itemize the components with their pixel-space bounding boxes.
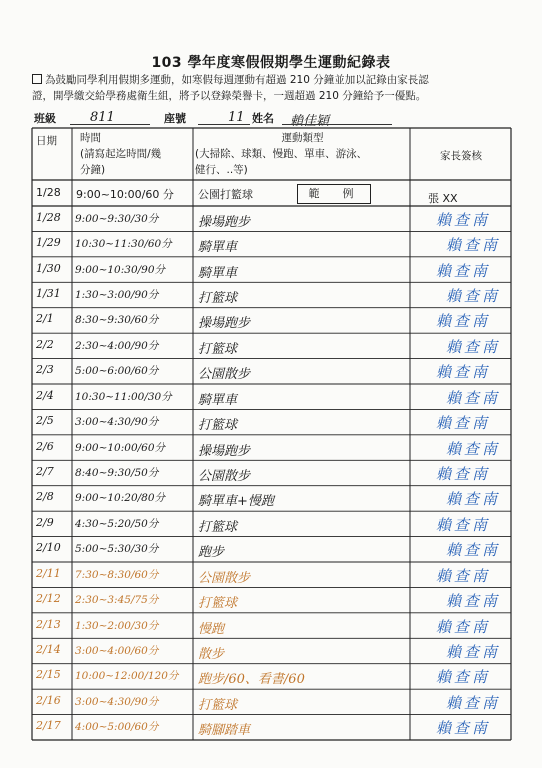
header-activity-line-1: 運動類型 [281,132,324,144]
row-time: 9:00~9:30/30分 [75,212,159,225]
row-time: 9:00~10:20/80分 [75,492,166,505]
row-date: 2/5 [36,414,54,428]
row-parent-signature: 賴查南 [446,236,501,255]
row-time: 5:00~6:00/60分 [75,365,159,378]
row-date: 2/17 [36,719,61,733]
row-activity: 操場跑步 [198,443,251,459]
row-time: 2:30~4:00/90分 [75,339,159,352]
header-activity [195,130,410,178]
row-activity: 操場跑步 [198,316,251,332]
row-date: 2/15 [36,668,61,682]
row-parent-signature: 賴查南 [436,668,491,687]
row-activity: 打籃球 [198,291,238,306]
seat-value: 11 [228,110,245,125]
example-time: 9:00~10:00/60 分 [76,188,174,201]
row-parent-signature: 賴查南 [436,210,491,229]
header-time-line-1: 時間 [80,132,101,144]
row-activity: 騎單車 [198,240,238,256]
row-parent-signature: 賴查南 [446,592,501,611]
row-time: 8:40~9:30/50分 [75,467,159,479]
intro-line-1: 為鼓勵同學利用假期多運動，如寒假每週運動有超過 210 分鐘並加以記錄由家長認 [45,74,429,86]
row-time: 10:30~11:00/30分 [75,390,172,403]
header-activity-line-3: 健行、..等) [195,164,248,176]
example-date: 1/28 [36,186,61,199]
row-date: 2/7 [36,465,54,478]
row-parent-signature: 賴查南 [436,414,491,433]
row-time: 1:30~2:00/30分 [75,619,159,632]
row-time: 3:00~4:30/90分 [75,695,159,708]
row-activity: 跑步 [198,545,225,561]
row-date: 2/2 [36,337,54,351]
row-parent-signature: 賴查南 [446,388,501,407]
row-parent-signature: 賴查南 [446,541,501,560]
row-activity: 騎單車 [198,392,238,408]
row-time: 9:00~10:00/60分 [75,441,166,454]
row-activity: 公園散步 [198,367,251,383]
class-value: 811 [90,110,115,125]
row-time: 1:30~3:00/90分 [75,289,159,301]
row-activity: 打籃球 [198,519,238,535]
row-activity: 慢跑 [198,621,225,637]
intro-line-2: 證，開學繳交給學務處衛生組，將予以登錄榮譽卡，一週超過 210 分鐘給予一優點。 [32,90,427,102]
row-parent-signature: 賴查南 [436,566,491,585]
row-time: 8:30~9:30/60分 [75,314,159,327]
row-parent-signature: 賴查南 [446,287,501,305]
row-date: 1/28 [36,210,61,224]
row-parent-signature: 賴查南 [436,312,491,331]
row-activity: 公園散步 [198,570,251,586]
row-time: 9:00~10:30/90分 [75,263,166,276]
example-signature: 張 XX [428,192,458,205]
name-label: 姓名 [252,112,274,125]
example-badge: 範 例 [297,184,371,204]
row-time: 7:30~8:30/60分 [75,568,159,581]
row-parent-signature: 賴查南 [446,643,501,661]
row-parent-signature: 賴查南 [446,337,501,356]
row-time: 2:30~3:45/75分 [75,594,159,607]
header-activity-line-2: (大掃除、球類、慢跑、單車、游泳、 [195,148,368,160]
row-date: 2/10 [36,541,61,555]
row-date: 2/11 [36,566,61,580]
row-activity: 打籃球 [198,596,238,612]
row-date: 2/1 [36,312,54,326]
row-date: 1/29 [36,236,61,250]
example-activity: 公園打籃球 [198,188,253,201]
row-activity: 打籃球 [198,341,238,357]
row-time: 3:00~4:30/90分 [75,416,159,429]
row-date: 2/16 [36,693,61,707]
row-parent-signature: 賴查南 [436,617,491,636]
row-activity: 跑步/60、看書/60 [198,672,305,688]
row-activity: 騎單車 [198,265,238,281]
row-date: 2/4 [36,388,54,402]
row-time: 3:00~4:00/60分 [75,645,159,657]
row-activity: 散步 [198,647,225,662]
row-date: 2/9 [36,515,54,529]
row-parent-signature: 賴查南 [436,719,491,738]
row-parent-signature: 賴查南 [446,439,501,458]
row-parent-signature: 賴查南 [436,515,491,534]
row-activity: 打籃球 [198,418,238,434]
row-date: 2/14 [36,643,61,656]
row-activity: 打籃球 [198,697,238,713]
row-date: 2/13 [36,617,61,631]
header-time-line-2: (請寫起迄時間/幾 [80,148,162,160]
row-parent-signature: 賴查南 [436,363,491,382]
page-title: 103 學年度寒假假期學生運動紀錄表 [151,55,391,71]
row-activity: 騎單車+慢跑 [198,494,274,510]
row-parent-signature: 賴查南 [436,261,491,280]
row-time: 4:00~5:00/60分 [75,721,159,734]
row-activity: 公園散步 [198,469,251,484]
row-parent-signature: 賴查南 [436,465,491,483]
row-parent-signature: 賴查南 [446,693,501,712]
row-date: 2/6 [36,439,54,453]
row-time: 10:30~11:30/60分 [75,238,172,251]
row-time: 5:00~5:30/30分 [75,543,159,556]
row-activity: 操場跑步 [198,214,251,230]
row-activity: 騎腳踏車 [198,723,251,739]
class-label: 班級 [34,112,56,125]
header-time [80,130,161,178]
row-date: 1/31 [36,287,61,300]
row-date: 1/30 [36,261,61,275]
header-date: 日期 [36,135,57,147]
header-parent: 家長簽核 [440,150,482,162]
header-time-line-3: 分鐘) [80,164,106,176]
seat-label: 座號 [164,112,186,125]
row-time: 10:00~12:00/120分 [75,670,179,683]
row-parent-signature: 賴查南 [446,490,501,509]
row-time: 4:30~5:20/50分 [75,517,159,530]
row-date: 2/8 [36,490,54,504]
row-date: 2/3 [36,363,54,377]
name-value: 賴佳穎 [290,114,330,129]
row-date: 2/12 [36,592,61,606]
